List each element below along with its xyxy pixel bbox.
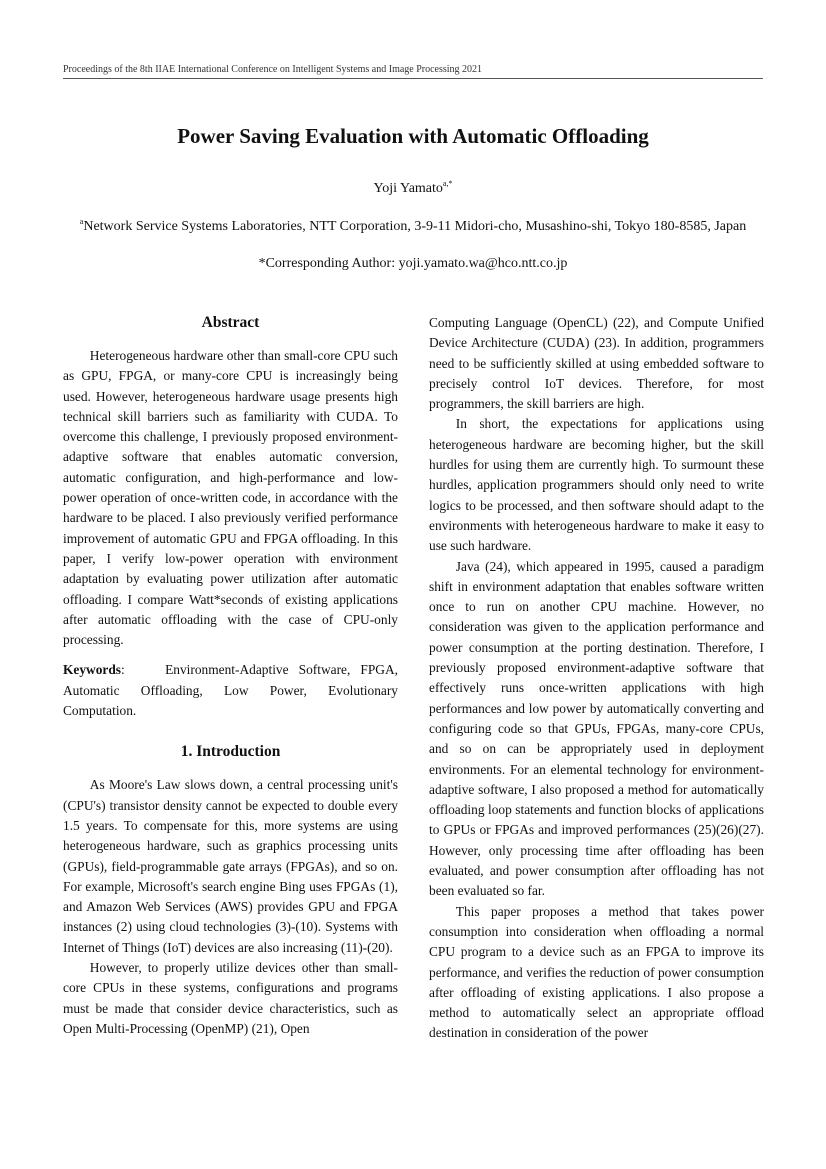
abstract-text: Heterogeneous hardware other than small-core CPU such as GPU, FPGA, or many-core CPU is increasingly being used. However, heterogeneous hardware usage presents high technical skill barriers such as familiarity with CUDA. To overcome this challenge, I previously proposed environment-adaptive software that enables automatic conversion, automatic configuration, and high-performance and low-power operation of once-written code, in accordance with the hardware to be placed. I also previously verified performance improvement of automatic GPU and FPGA offloading. In this paper, I verify low-power operation with environment adaptation by evaluating power utilization after automatic offloading. I compare Watt*seconds of existing applications after automatic offloading with the case of CPU-only processing. (63, 348, 398, 648)
body-paragraph: Java (24), which appeared in 1995, caused a paradigm shift in environment adaptation that enables software written once to run on another CPU machine. However, no consideration was given to the application performance and power consumption at the porting destination. Therefore, I previously proposed environment-adaptive software that effectively runs once-written applications with high performances and low power by automatically converting and configuring code so that GPUs, FPGAs, many-core CPUs, and so on can be appropriately used in deployment environments. For an elemental technology for environment-adaptive software, I also proposed a method for automatically offloading loop statements and function blocks of applications to GPUs or FPGAs and improved performances (25)(26)(27). However, only processing time after offloading has been evaluated, and power consumption after offloading has not been evaluated so far. (429, 558, 764, 899)
author-line (0, 179, 826, 197)
abstract-heading: Abstract (201, 314, 260, 331)
left-column (63, 312, 398, 1039)
body-paragraph: In short, the expectations for applications using heterogeneous hardware are becoming higher, but the skill hurdles for using them are currently high. To surmount these hurdles, application programmers should only need to write logics to be processed, and then software should adapt to the environments with heterogeneous hardware to make it easy to use such hardware. (429, 416, 764, 554)
paper-title: Power Saving Evaluation with Automatic Offloading (177, 124, 649, 148)
corresponding-author: *Corresponding Author: yoji.yamato.wa@hco.ntt.co.jp (258, 256, 568, 271)
affiliation (0, 217, 826, 235)
keywords-text: Environment-Adaptive Software, FPGA, Automatic Offloading, Low Power, Evolutionary Computation. (63, 662, 398, 719)
right-column (429, 313, 764, 1044)
running-header: Proceedings of the 8th IIAE International Conference on Intelligent Systems and Image Processing 2021 (63, 64, 483, 75)
affiliation-text: Network Service Systems Laboratories, NTT Corporation, 3-9-11 Midori-cho, Musashino-shi, Tokyo 180-8585, Japan (83, 219, 747, 234)
introduction-heading: 1. Introduction (180, 743, 281, 761)
keywords-label: Keywords (63, 662, 122, 678)
continuation-paragraph: Computing Language (OpenCL) (22), and Compute Unified Device Architecture (CUDA) (23). In addition, programmers need to be sufficiently skilled at using embedded software to precisely control IoT devices. Therefore, for most programmers, the skill barriers are high. (429, 315, 764, 412)
affiliation-mark: a (79, 217, 84, 226)
intro-paragraph: However, to properly utilize devices other than small-core CPUs in these systems, configurations and programs must be made that consider device characteristics, such as Open Multi-Processing (OpenMP) (21), Open (63, 960, 398, 1036)
intro-paragraph: As Moore's Law slows down, a central processing unit's (CPU's) transistor density cannot be expected to double every 1.5 years. To compensate for this, more systems are using heterogeneous hardware, such as graphics processing units (GPUs), field-programmable gate arrays (FPGAs), and so on. For example, Microsoft's search engine Bing uses FPGAs (1), and Amazon Web Services (AWS) provides GPU and FPGA instances (2) using cloud technologies (3)-(10). Systems with Internet of Things (IoT) devices are also increasing (11)-(20). (63, 777, 398, 955)
author-marks: a,* (442, 179, 453, 188)
header-rule (63, 78, 763, 79)
body-paragraph: This paper proposes a method that takes power consumption into consideration when offloading a normal CPU program to a device such as an FPGA to improve its performance, and verifies the reduction of power consumption after offloading of existing applications. I also propose a method to automatically select an appropriate offload destination in consideration of the power (429, 903, 764, 1041)
author-name: Yoji Yamato (373, 181, 443, 196)
keywords: Keywords: Environment-Adaptive Software, FPGA, Automatic Offloading, Low Power, Evolutionary Computation. (63, 662, 398, 719)
